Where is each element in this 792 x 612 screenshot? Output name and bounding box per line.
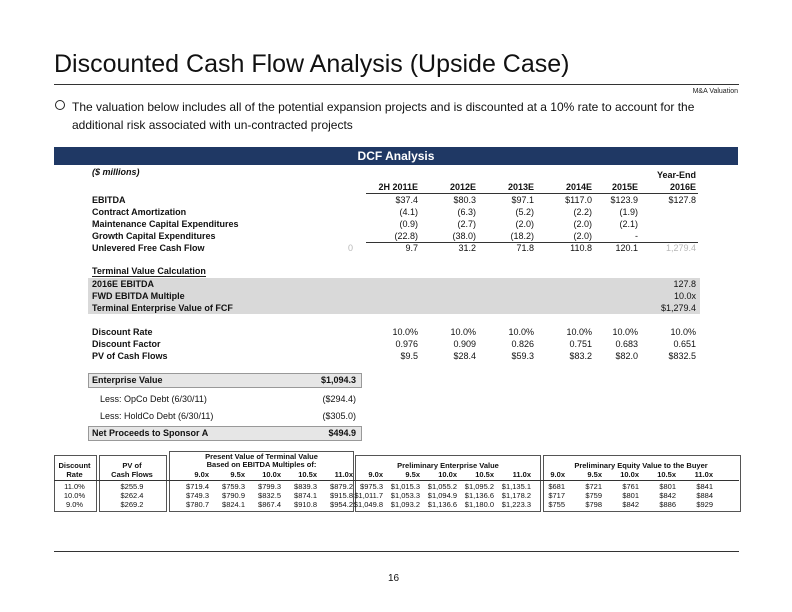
bullet-text: The valuation below includes all of the potential expansion projects and is discounted at a 10% rate to account for the additional risk associated with un-contracted projects	[72, 100, 695, 132]
cell: $123.9	[610, 195, 638, 205]
cell: (38.0)	[452, 231, 476, 241]
cell: $832.5	[668, 351, 696, 361]
sens-pv: $269.2	[120, 500, 144, 509]
cell: (6.3)	[457, 207, 476, 217]
col-header: 2015E	[611, 182, 638, 192]
sens-tv: $867.4	[258, 500, 281, 509]
row-label: Contract Amortization	[92, 207, 187, 217]
cell: (0.9)	[399, 219, 418, 229]
cell: 0.976	[395, 339, 418, 349]
sens-eq: $884	[696, 491, 713, 500]
header-rule	[366, 193, 698, 194]
sens-header-rule	[54, 480, 739, 481]
cell: 0.909	[453, 339, 476, 349]
sens-tv: $799.3	[258, 482, 281, 491]
h-tv-2: Based on EBITDA Multiples of:	[206, 460, 317, 469]
cell: 0.826	[511, 339, 534, 349]
opco-debt-label: Less: OpCo Debt (6/30/11)	[100, 394, 207, 404]
sens-ev: $1,135.1	[501, 482, 531, 491]
tv-multiple: 9.5x	[230, 470, 245, 479]
bullet-circle-icon	[55, 100, 65, 110]
footer-divider	[54, 551, 739, 552]
cell: $83.2	[569, 351, 592, 361]
cell: (5.2)	[515, 207, 534, 217]
sens-tv: $719.4	[186, 482, 209, 491]
tv-multiple: 10.0x	[262, 470, 281, 479]
sens-tv: $915.8	[330, 491, 353, 500]
dcf-banner: DCF Analysis	[54, 147, 738, 165]
cell: $97.1	[511, 195, 534, 205]
cell: $59.3	[511, 351, 534, 361]
col-header: 2016E	[669, 182, 696, 192]
net-proceeds-label: Net Proceeds to Sponsor A	[92, 428, 209, 438]
cell: 0.751	[569, 339, 592, 349]
sens-tv: $824.1	[222, 500, 245, 509]
cell: $117.0	[565, 195, 592, 205]
sens-ev: $1,136.6	[464, 491, 494, 500]
row-label: Unlevered Free Cash Flow	[92, 243, 205, 253]
sens-ev: $1,180.0	[464, 500, 494, 509]
col-header: 2012E	[449, 182, 476, 192]
sens-tv: $874.1	[294, 491, 317, 500]
sens-rate: 9.0%	[65, 500, 84, 509]
col-header: 2H 2011E	[378, 182, 418, 192]
sens-eq: $929	[696, 500, 713, 509]
sens-eq: $761	[622, 482, 639, 491]
sens-tv: $879.2	[330, 482, 353, 491]
sens-ev: $1,049.8	[353, 500, 383, 509]
cell: (1.9)	[619, 207, 638, 217]
cell: 10.0%	[450, 327, 476, 337]
ev-value: $1,094.3	[320, 375, 356, 385]
terminal-heading-text: Terminal Value Calculation	[92, 266, 206, 276]
cell: 31.2	[458, 243, 476, 253]
row-label: Discount Rate	[92, 327, 153, 337]
cell: $9.5	[400, 351, 418, 361]
sens-rate: 10.0%	[63, 491, 86, 500]
row-label: EBITDA	[92, 195, 126, 205]
cell: 10.0%	[566, 327, 592, 337]
net-proceeds-value: $494.9	[328, 428, 356, 438]
sens-ev: $1,055.2	[427, 482, 457, 491]
sens-eq: $801	[659, 482, 676, 491]
sens-eq: $798	[585, 500, 602, 509]
sens-eq: $681	[548, 482, 565, 491]
sens-ev: $1,223.3	[501, 500, 531, 509]
ev-multiple: 10.0x	[438, 470, 457, 479]
eq-multiple: 10.0x	[620, 470, 639, 479]
ev-label: Enterprise Value	[92, 375, 163, 385]
year-end-label: Year-End	[656, 170, 696, 180]
sens-eq: $841	[696, 482, 713, 491]
sens-rate: 11.0%	[64, 482, 85, 491]
sens-eq: $886	[659, 500, 676, 509]
sens-eq: $755	[548, 500, 565, 509]
cell: 0.651	[673, 339, 696, 349]
row-label: 2016E EBITDA	[92, 279, 155, 289]
cell: 0.683	[615, 339, 638, 349]
sens-tv: $954.2	[330, 500, 353, 509]
sens-ev: $1,178.2	[501, 491, 531, 500]
ev-multiple: 10.5x	[475, 470, 494, 479]
cell: 71.8	[516, 243, 534, 253]
cell: 10.0%	[508, 327, 534, 337]
units-label: ($ millions)	[92, 167, 140, 177]
sens-ev: $1,015.3	[390, 482, 420, 491]
h-cash-flows: Cash Flows	[111, 470, 153, 479]
row-label: Terminal Enterprise Value of FCF	[92, 303, 233, 313]
cell: 120.1	[615, 243, 638, 253]
tv-multiple: 9.0x	[194, 470, 209, 479]
holdco-debt-label: Less: HoldCo Debt (6/30/11)	[100, 411, 214, 421]
cell: 127.8	[673, 279, 696, 289]
cell: 10.0%	[670, 327, 696, 337]
h-ev: Preliminary Enterprise Value	[397, 461, 499, 470]
title-divider	[54, 84, 739, 85]
page-number: 16	[388, 573, 400, 584]
eq-multiple: 9.0x	[550, 470, 565, 479]
cell: $1,279.4	[660, 303, 696, 313]
sens-eq: $759	[585, 491, 602, 500]
sens-tv: $790.9	[222, 491, 245, 500]
tv-multiple: 11.0x	[334, 470, 353, 479]
sens-ev: $1,136.6	[427, 500, 457, 509]
row-label: Growth Capital Expenditures	[92, 231, 216, 241]
sens-ev: $1,094.9	[427, 491, 457, 500]
sens-eq: $842	[659, 491, 676, 500]
cell: $127.8	[668, 195, 696, 205]
cell: (4.1)	[399, 207, 418, 217]
terminal-heading	[92, 266, 206, 276]
sens-ev: $1,011.7	[354, 491, 383, 500]
sens-eq: $721	[585, 482, 602, 491]
cell: 10.0%	[612, 327, 638, 337]
sens-pv: $255.9	[120, 482, 144, 491]
eq-multiple: 10.5x	[657, 470, 676, 479]
cell: (2.0)	[573, 231, 592, 241]
sens-eq: $801	[622, 491, 639, 500]
sens-tv: $780.7	[186, 500, 209, 509]
cell: (22.8)	[394, 231, 418, 241]
page-title: Discounted Cash Flow Analysis (Upside Case)	[54, 50, 570, 78]
cell: (2.7)	[457, 219, 476, 229]
cell: (2.2)	[573, 207, 592, 217]
col-header: 2014E	[565, 182, 592, 192]
holdco-debt-value: ($305.0)	[322, 411, 356, 421]
section-tag: M&A Valuation	[692, 88, 738, 95]
cell: $82.0	[615, 351, 638, 361]
cell: 9.7	[405, 243, 418, 253]
ev-multiple: 9.5x	[405, 470, 420, 479]
sens-eq: $717	[548, 491, 565, 500]
tv-multiple: 10.5x	[298, 470, 317, 479]
cell: $80.3	[453, 195, 476, 205]
sensitivity-table	[54, 451, 739, 509]
sens-tv: $839.3	[294, 482, 317, 491]
eq-multiple: 11.0x	[694, 470, 713, 479]
sens-ev: $1,093.2	[390, 500, 420, 509]
row-label: Maintenance Capital Expenditures	[92, 219, 239, 229]
cell: 110.8	[570, 243, 592, 253]
cell: $37.4	[395, 195, 418, 205]
sens-tv: $910.8	[294, 500, 317, 509]
cell: 1,279.4	[665, 243, 696, 253]
sens-ev: $1,053.3	[390, 491, 420, 500]
cell: $28.4	[453, 351, 476, 361]
eq-multiple: 9.5x	[587, 470, 602, 479]
ev-multiple: 9.0x	[368, 470, 383, 479]
sens-eq: $842	[622, 500, 639, 509]
sens-pv: $262.4	[120, 491, 144, 500]
h-discount: Discount	[58, 461, 91, 470]
opco-debt-value: ($294.4)	[322, 394, 356, 404]
cell: (18.2)	[510, 231, 534, 241]
h-pv-of: PV of	[122, 461, 142, 470]
row-label: Discount Factor	[92, 339, 161, 349]
cell: (2.1)	[619, 219, 638, 229]
sens-tv: $832.5	[258, 491, 281, 500]
cell: (2.0)	[573, 219, 592, 229]
h-rate: Rate	[66, 470, 83, 479]
sens-tv: $749.3	[186, 491, 209, 500]
sens-tv: $759.3	[222, 482, 245, 491]
col-header: 2013E	[507, 182, 534, 192]
sens-ev: $1,095.2	[464, 482, 494, 491]
cell: -	[635, 231, 638, 241]
sens-ev: $975.3	[360, 482, 383, 491]
row-label: PV of Cash Flows	[92, 351, 168, 361]
row-label: FWD EBITDA Multiple	[92, 291, 185, 301]
cell: 10.0%	[392, 327, 418, 337]
faint-marker: 0	[348, 243, 354, 253]
ev-multiple: 11.0x	[512, 470, 531, 479]
h-tv-1: Present Value of Terminal Value	[205, 452, 318, 461]
cell: (2.0)	[515, 219, 534, 229]
h-eq: Preliminary Equity Value to the Buyer	[574, 461, 708, 470]
cell: 10.0x	[673, 291, 696, 301]
